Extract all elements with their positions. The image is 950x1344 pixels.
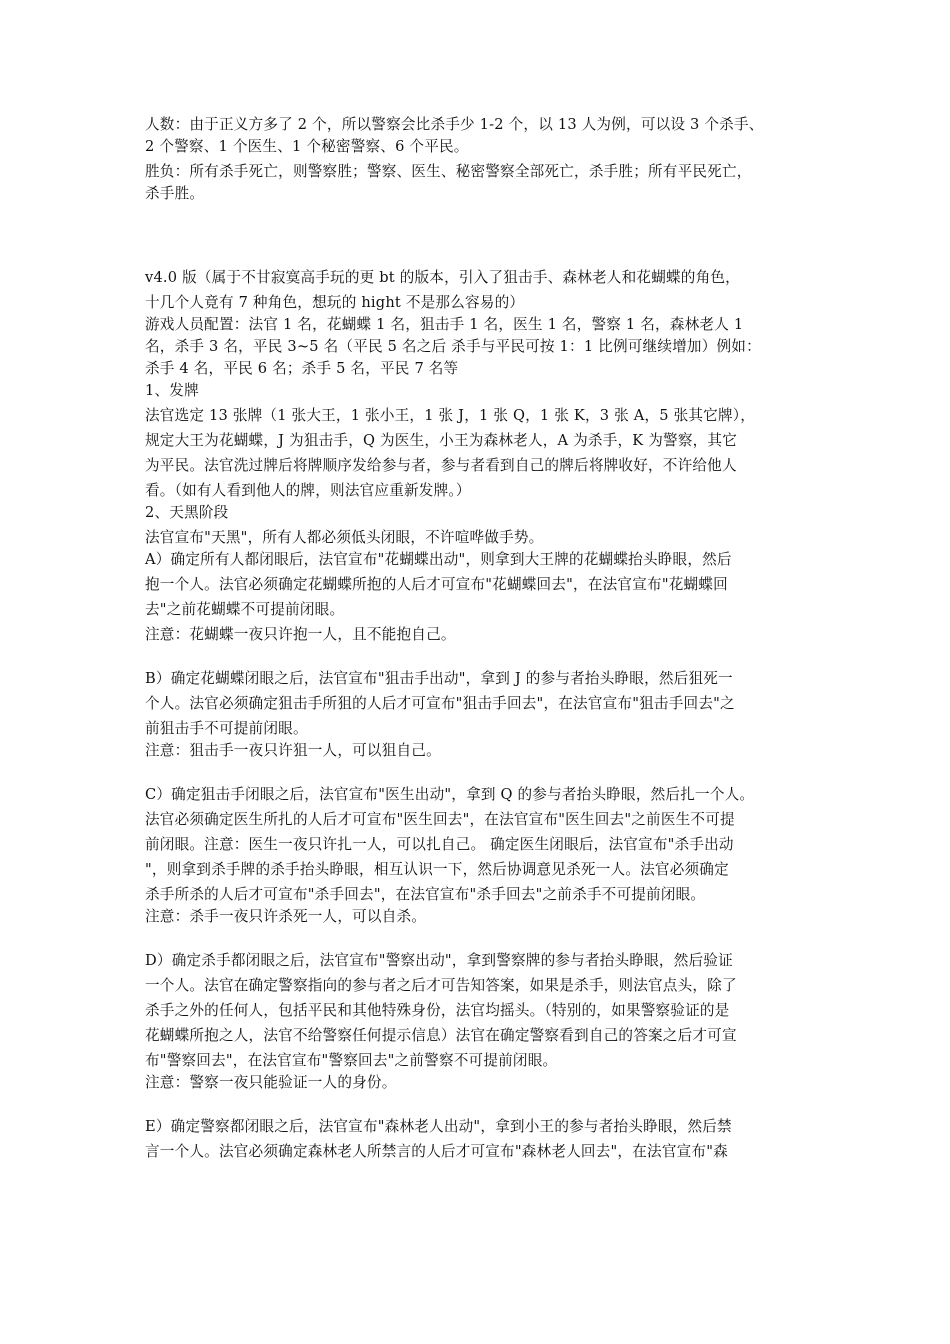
paragraph-doctor-killer <box>145 784 810 928</box>
paragraph-police <box>145 950 810 1094</box>
text-line: "，则拿到杀手牌的杀手抬头睁眼，相互认识一下，然后协调意见杀死一人。法官必须确定 <box>145 861 729 878</box>
text-line: 杀手之外的任何人，包括平民和其他特殊身份，法官均摇头。（特别的，如果警察验证的是 <box>145 1002 730 1019</box>
paragraph-victory <box>145 161 810 205</box>
text-line: 注意：警察一夜只能验证一人的身份。 <box>145 1074 397 1091</box>
text-line: 规定大王为花蝴蝶，J 为狙击手，Q 为医生，小王为森林老人，A 为杀手，K 为警察，其它 <box>145 432 737 449</box>
text-line: 注意：花蝴蝶一夜只许抱一人，且不能抱自己。 <box>145 626 456 643</box>
text-line: 杀手 4 名，平民 6 名；杀手 5 名，平民 7 名等 <box>145 360 459 377</box>
text-line: C）确定狙击手闭眼之后，法官宣布"医生出动"，拿到 Q 的参与者抬头睁眼，然后扎一个人。 <box>145 786 755 803</box>
text-line: 杀手所杀的人后才可宣布"杀手回去"，在法官宣布"杀手回去"之前杀手不可提前闭眼。 <box>145 886 706 903</box>
text-line: 前狙击手不可提前闭眼。 <box>145 720 308 737</box>
text-line: 法官宣布"天黑"，所有人都必须低头闭眼，不许喧哗做手势。 <box>145 529 544 546</box>
text-line: 布"警察回去"，在法官宣布"警察回去"之前警察不可提前闭眼。 <box>145 1052 558 1069</box>
text-line: 个人。法官必须确定狙击手所狙的人后才可宣布"狙击手回去"，在法官宣布"狙击手回去"之 <box>145 695 735 712</box>
text-line: 法官必须确定医生所扎的人后才可宣布"医生回去"，在法官宣布"医生回去"之前医生不可提 <box>145 811 735 828</box>
text-line: 前闭眼。注意：医生一夜只许扎一人，可以扎自己。 确定医生闭眼后，法官宣布"杀手出动 <box>145 836 734 853</box>
text-line: 2 个警察、1 个医生、1 个秘密警察、6 个平民。 <box>145 138 469 155</box>
section-heading: 2、天黑阶段 <box>145 504 229 521</box>
text-line: 言一个人。法官必须确定森林老人所禁言的人后才可宣布"森林老人回去"，在法官宣布"森 <box>145 1143 728 1160</box>
text-line: 一个人。法官在确定警察指向的参与者之后才可告知答案，如果是杀手，则法官点头，除了 <box>145 977 737 994</box>
text-line: D）确定杀手都闭眼之后，法官宣布"警察出动"，拿到警察牌的参与者抬头睁眼，然后验证 <box>145 952 733 969</box>
section-heading: 1、发牌 <box>145 382 199 399</box>
paragraph-v4-rules <box>145 267 810 646</box>
text-line: 注意：狙击手一夜只许狙一人，可以狙自己。 <box>145 742 441 759</box>
text-line: B）确定花蝴蝶闭眼之后，法官宣布"狙击手出动"，拿到 J 的参与者抬头睁眼，然后狙死一 <box>145 670 733 687</box>
text-line: E）确定警察都闭眼之后，法官宣布"森林老人出动"，拿到小王的参与者抬头睁眼，然后禁 <box>145 1118 732 1135</box>
text-line: 名，杀手 3 名，平民 3~5 名（平民 5 名之后 杀手与平民可按 1：1 比例可继续增加）例如： <box>145 338 761 355</box>
text-line: 抱一个人。法官必须确定花蝴蝶所抱的人后才可宣布"花蝴蝶回去"，在法官宣布"花蝴蝶回 <box>145 576 728 593</box>
text-line: 法官选定 13 张牌（1 张大王，1 张小王，1 张 J，1 张 Q，1 张 K，3 张 A，5 张其它牌）， <box>145 407 756 424</box>
text-line: 注意：杀手一夜只许杀死一人，可以自杀。 <box>145 908 427 925</box>
text-line: 十几个人竟有 7 种角色，想玩的 hight 不是那么容易的） <box>145 294 525 311</box>
text-line: 看。（如有人看到他人的牌，则法官应重新发牌。） <box>145 482 471 499</box>
document-page <box>145 114 810 1163</box>
text-line: 杀手胜。 <box>145 185 205 202</box>
text-line: 人数：由于正义方多了 2 个，所以警察会比杀手少 1-2 个，以 13 人为例，可以设 3 个杀手、 <box>145 116 764 133</box>
text-line: 去"之前花蝴蝶不可提前闭眼。 <box>145 601 345 618</box>
paragraph-sniper <box>145 668 810 762</box>
text-line: 胜负：所有杀手死亡，则警察胜；警察、医生、秘密警察全部死亡，杀手胜；所有平民死亡， <box>145 163 752 180</box>
text-line: 游戏人员配置：法官 1 名，花蝴蝶 1 名，狙击手 1 名，医生 1 名，警察 1 名，森林老人 1 <box>145 316 744 333</box>
paragraph-players <box>145 114 810 158</box>
text-line: A）确定所有人都闭眼后，法官宣布"花蝴蝶出动"，则拿到大王牌的花蝴蝶抬头睁眼，然后 <box>145 551 732 568</box>
text-line: 花蝴蝶所抱之人，法官不给警察任何提示信息）法官在确定警察看到自己的答案之后才可宣 <box>145 1027 737 1044</box>
paragraph-forest-elder <box>145 1116 810 1163</box>
text-line: 为平民。法官洗过牌后将牌顺序发给参与者，参与者看到自己的牌后将牌收好，不许给他人 <box>145 457 737 474</box>
text-line: v4.0 版（属于不甘寂寞高手玩的更 bt 的版本，引入了狙击手、森林老人和花蝴蝶的角色， <box>145 269 740 286</box>
